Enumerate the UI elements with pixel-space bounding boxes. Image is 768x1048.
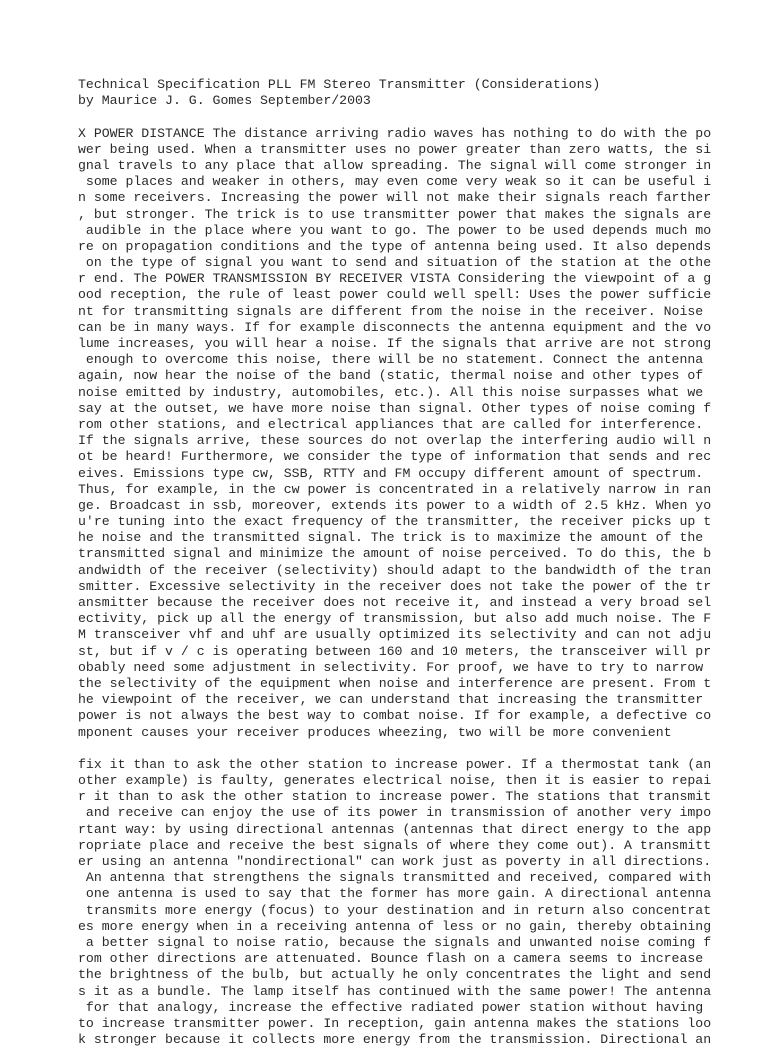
text-line: transmits more energy (focus) to your destination and in return also concentrat bbox=[78, 902, 712, 918]
text-line: ectivity, pick up all the energy of transmission, but also add much noise. The F bbox=[78, 611, 712, 627]
text-line: r end. The POWER TRANSMISSION BY RECEIVER VISTA Considering the viewpoint of a g bbox=[78, 271, 712, 287]
text-line: some places and weaker in others, may even come very weak so it can be useful i bbox=[78, 174, 712, 190]
text-line: k stronger because it collects more energy from the transmission. Directional an bbox=[78, 1032, 712, 1048]
text-line: can be in many ways. If for example disconnects the antenna equipment and the vo bbox=[78, 319, 712, 335]
text-line: Thus, for example, in the cw power is concentrated in a relatively narrow in ran bbox=[78, 481, 712, 497]
text-line: ot be heard! Furthermore, we consider the type of information that sends and rec bbox=[78, 449, 712, 465]
text-line: enough to overcome this noise, there will be no statement. Connect the antenna bbox=[78, 352, 704, 368]
text-line: X POWER DISTANCE The distance arriving radio waves has nothing to do with the po bbox=[78, 125, 712, 141]
text-line: the brightness of the bulb, but actually he only concentrates the light and send bbox=[78, 967, 712, 983]
text-line: n some receivers. Increasing the power will not make their signals reach farther bbox=[78, 190, 712, 206]
text-line: for that analogy, increase the effective radiated power station without having bbox=[78, 999, 704, 1015]
text-line: say at the outset, we have more noise than signal. Other types of noise coming f bbox=[78, 400, 712, 416]
text-line: lume increases, you will hear a noise. If the signals that arrive are not strong bbox=[78, 336, 712, 351]
text-line: ood reception, the rule of least power could well spell: Uses the power sufficie bbox=[78, 287, 712, 303]
paragraph-1 bbox=[78, 126, 758, 741]
text-line: smitter. Excessive selectivity in the receiver does not take the power of the tr bbox=[78, 578, 712, 594]
text-line: wer being used. When a transmitter uses no power greater than zero watts, the si bbox=[78, 141, 712, 157]
text-line: and receive can enjoy the use of its power in transmission of another very impo bbox=[78, 805, 712, 821]
text-line: he viewpoint of the receiver, we can understand that increasing the transmitter bbox=[78, 692, 704, 708]
paragraph-2 bbox=[78, 757, 758, 1048]
text-line: eives. Emissions type cw, SSB, RTTY and FM occupy different amount of spectrum. bbox=[78, 465, 704, 481]
blank-line bbox=[78, 109, 758, 125]
text-line: rtant way: by using directional antennas (antennas that direct energy to the app bbox=[78, 821, 712, 837]
text-line: s it as a bundle. The lamp itself has continued with the same power! The antenna bbox=[78, 983, 712, 999]
text-line: M transceiver vhf and uhf are usually optimized its selectivity and can not adju bbox=[78, 627, 712, 643]
text-line: u're tuning into the exact frequency of the transmitter, the receiver picks up t bbox=[78, 514, 712, 530]
text-line: noise emitted by industry, automobiles, etc.). All this noise surpasses what we bbox=[78, 384, 704, 400]
text-line: r it than to ask the other station to increase power. The stations that transmit bbox=[78, 789, 712, 805]
text-line: audible in the place where you want to go. The power to be used depends much mo bbox=[78, 222, 712, 238]
text-line: on the type of signal you want to send and situation of the station at the othe bbox=[78, 255, 712, 271]
text-line: re on propagation conditions and the type of antenna being used. It also depends bbox=[78, 238, 712, 254]
text-line: fix it than to ask the other station to increase power. If a thermostat tank (an bbox=[78, 756, 712, 772]
text-line: st, but if v / c is operating between 160 and 10 meters, the transceiver will pr bbox=[78, 643, 712, 659]
text-line: a better signal to noise ratio, because the signals and unwanted noise coming f bbox=[78, 934, 712, 950]
text-line: one antenna is used to say that the former has more gain. A directional antenna bbox=[78, 886, 712, 902]
text-line: ansmitter because the receiver does not receive it, and instead a very broad sel bbox=[78, 595, 712, 610]
text-line: If the signals arrive, these sources do not overlap the interfering audio will n bbox=[78, 433, 712, 449]
document-title: Technical Specification PLL FM Stereo Transmitter (Considerations) bbox=[78, 77, 601, 92]
document-page bbox=[78, 77, 758, 1048]
text-line: obably need some adjustment in selectivity. For proof, we have to try to narrow bbox=[78, 659, 704, 675]
text-line: nt for transmitting signals are different from the noise in the receiver. Noise bbox=[78, 303, 704, 319]
text-line: gnal travels to any place that allow spreading. The signal will come stronger in bbox=[78, 157, 712, 173]
text-line: to increase transmitter power. In reception, gain antenna makes the stations loo bbox=[78, 1015, 712, 1031]
text-line: transmitted signal and minimize the amount of noise perceived. To do this, the b bbox=[78, 546, 712, 562]
text-line: the selectivity of the equipment when noise and interference are present. From t bbox=[78, 675, 712, 691]
text-line: ropriate place and receive the best signals of where they come out). A transmitt bbox=[78, 837, 712, 853]
document-byline: by Maurice J. G. Gomes September/2003 bbox=[78, 93, 371, 109]
text-line: mponent causes your receiver produces wheezing, two will be more convenient bbox=[78, 724, 672, 740]
text-line: andwidth of the receiver (selectivity) should adapt to the bandwidth of the tran bbox=[78, 562, 712, 578]
text-line: again, now hear the noise of the band (static, thermal noise and other types of bbox=[78, 368, 704, 384]
blank-line bbox=[78, 741, 758, 757]
text-line: he noise and the transmitted signal. The trick is to maximize the amount of the bbox=[78, 530, 704, 546]
text-line: , but stronger. The trick is to use transmitter power that makes the signals are bbox=[78, 206, 712, 222]
text-line: rom other stations, and electrical appliances that are called for interference. bbox=[78, 416, 704, 432]
text-line: rom other directions are attenuated. Bounce flash on a camera seems to increase bbox=[78, 951, 704, 967]
text-line: er using an antenna "nondirectional" can work just as poverty in all directions. bbox=[78, 854, 712, 869]
text-line: es more energy when in a receiving antenna of less or no gain, thereby obtaining bbox=[78, 918, 712, 934]
text-line: An antenna that strengthens the signals transmitted and received, compared with bbox=[78, 870, 712, 886]
text-line: power is not always the best way to combat noise. If for example, a defective co bbox=[78, 708, 712, 724]
text-line: other example) is faulty, generates electrical noise, then it is easier to repai bbox=[78, 773, 712, 789]
text-line: ge. Broadcast in ssb, moreover, extends its power to a width of 2.5 kHz. When yo bbox=[78, 497, 712, 513]
